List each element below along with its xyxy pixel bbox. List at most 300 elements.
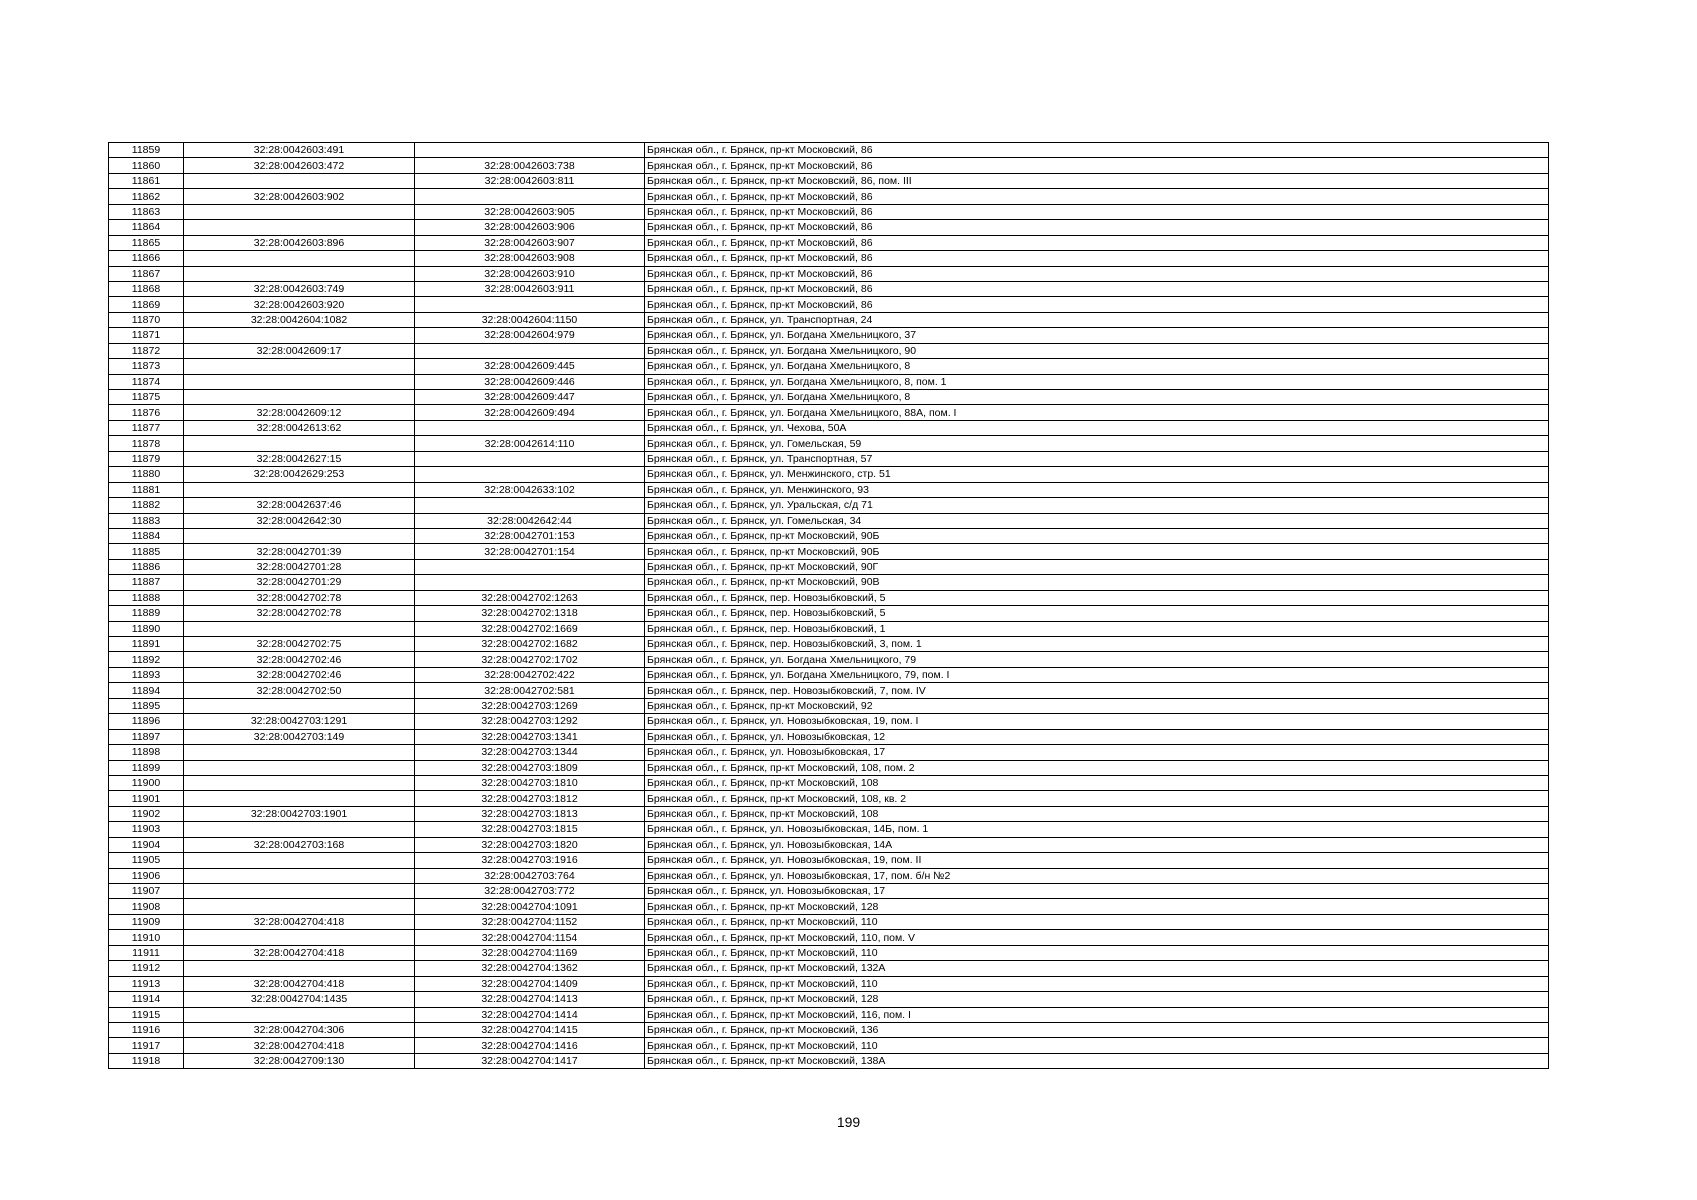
row-number-cell: 11898: [109, 745, 184, 760]
address-cell: Брянская обл., г. Брянск, пр-кт Московский, 108, кв. 2: [645, 791, 1549, 806]
land-cadastral-number-cell: 32:28:0042709:130: [184, 1053, 415, 1068]
table-row: [109, 698, 1549, 713]
land-cadastral-number-cell: 32:28:0042627:15: [184, 451, 415, 466]
row-number-cell: 11877: [109, 420, 184, 435]
table-row: [109, 575, 1549, 590]
table-row: [109, 189, 1549, 204]
object-cadastral-number-cell: 32:28:0042704:1154: [415, 930, 645, 945]
object-cadastral-number-cell: 32:28:0042603:738: [415, 158, 645, 173]
row-number-cell: 11872: [109, 343, 184, 358]
table-row: [109, 729, 1549, 744]
table-row: [109, 791, 1549, 806]
object-cadastral-number-cell: [415, 451, 645, 466]
object-cadastral-number-cell: 32:28:0042704:1415: [415, 1022, 645, 1037]
row-number-cell: 11864: [109, 220, 184, 235]
object-cadastral-number-cell: 32:28:0042603:906: [415, 220, 645, 235]
object-cadastral-number-cell: [415, 498, 645, 513]
row-number-cell: 11899: [109, 760, 184, 775]
table-row: [109, 312, 1549, 327]
address-cell: Брянская обл., г. Брянск, ул. Богдана Хмельницкого, 8: [645, 359, 1549, 374]
row-number-cell: 11916: [109, 1022, 184, 1037]
table-row: [109, 559, 1549, 574]
table-row: [109, 992, 1549, 1007]
land-cadastral-number-cell: [184, 251, 415, 266]
object-cadastral-number-cell: 32:28:0042702:1682: [415, 637, 645, 652]
land-cadastral-number-cell: 32:28:0042701:28: [184, 559, 415, 574]
row-number-cell: 11896: [109, 714, 184, 729]
table-row: [109, 158, 1549, 173]
row-number-cell: 11897: [109, 729, 184, 744]
table-row: [109, 914, 1549, 929]
table-row: [109, 436, 1549, 451]
address-cell: Брянская обл., г. Брянск, пр-кт Московский, 138А: [645, 1053, 1549, 1068]
table-row: [109, 359, 1549, 374]
object-cadastral-number-cell: 32:28:0042703:1813: [415, 806, 645, 821]
land-cadastral-number-cell: 32:28:0042702:46: [184, 652, 415, 667]
land-cadastral-number-cell: [184, 220, 415, 235]
address-cell: Брянская обл., г. Брянск, ул. Новозыбковская, 19, пом. I: [645, 714, 1549, 729]
object-cadastral-number-cell: 32:28:0042603:907: [415, 235, 645, 250]
row-number-cell: 11863: [109, 204, 184, 219]
land-cadastral-number-cell: 32:28:0042703:149: [184, 729, 415, 744]
land-cadastral-number-cell: 32:28:0042603:749: [184, 281, 415, 296]
address-cell: Брянская обл., г. Брянск, ул. Чехова, 50А: [645, 420, 1549, 435]
row-number-cell: 11911: [109, 945, 184, 960]
table-row: [109, 1022, 1549, 1037]
table-row: [109, 775, 1549, 790]
address-cell: Брянская обл., г. Брянск, ул. Новозыбковская, 17: [645, 884, 1549, 899]
address-cell: Брянская обл., г. Брянск, пр-кт Московский, 110: [645, 945, 1549, 960]
object-cadastral-number-cell: 32:28:0042604:979: [415, 328, 645, 343]
object-cadastral-number-cell: 32:28:0042703:1292: [415, 714, 645, 729]
object-cadastral-number-cell: 32:28:0042609:446: [415, 374, 645, 389]
table-row: [109, 173, 1549, 188]
land-cadastral-number-cell: 32:28:0042704:418: [184, 945, 415, 960]
table-row: [109, 420, 1549, 435]
table-row: [109, 976, 1549, 991]
land-cadastral-number-cell: [184, 390, 415, 405]
row-number-cell: 11902: [109, 806, 184, 821]
row-number-cell: 11914: [109, 992, 184, 1007]
row-number-cell: 11901: [109, 791, 184, 806]
row-number-cell: 11883: [109, 513, 184, 528]
object-cadastral-number-cell: 32:28:0042603:908: [415, 251, 645, 266]
table-row: [109, 760, 1549, 775]
address-cell: Брянская обл., г. Брянск, пр-кт Московский, 90Б: [645, 528, 1549, 543]
row-number-cell: 11859: [109, 143, 184, 158]
object-cadastral-number-cell: 32:28:0042703:764: [415, 868, 645, 883]
land-cadastral-number-cell: 32:28:0042613:62: [184, 420, 415, 435]
table-row: [109, 745, 1549, 760]
land-cadastral-number-cell: 32:28:0042603:902: [184, 189, 415, 204]
land-cadastral-number-cell: 32:28:0042704:306: [184, 1022, 415, 1037]
row-number-cell: 11888: [109, 590, 184, 605]
address-cell: Брянская обл., г. Брянск, пр-кт Московский, 110: [645, 976, 1549, 991]
row-number-cell: 11913: [109, 976, 184, 991]
row-number-cell: 11878: [109, 436, 184, 451]
object-cadastral-number-cell: 32:28:0042703:1810: [415, 775, 645, 790]
land-cadastral-number-cell: 32:28:0042704:418: [184, 1038, 415, 1053]
address-cell: Брянская обл., г. Брянск, ул. Гомельская, 34: [645, 513, 1549, 528]
land-cadastral-number-cell: 32:28:0042703:168: [184, 837, 415, 852]
table-row: [109, 251, 1549, 266]
land-cadastral-number-cell: [184, 853, 415, 868]
address-cell: Брянская обл., г. Брянск, пр-кт Московский, 110, пом. V: [645, 930, 1549, 945]
object-cadastral-number-cell: 32:28:0042603:911: [415, 281, 645, 296]
row-number-cell: 11885: [109, 544, 184, 559]
address-cell: Брянская обл., г. Брянск, пр-кт Московский, 86: [645, 251, 1549, 266]
address-cell: Брянская обл., г. Брянск, пр-кт Московский, 86: [645, 220, 1549, 235]
address-cell: Брянская обл., г. Брянск, пр-кт Московский, 116, пом. I: [645, 1007, 1549, 1022]
object-cadastral-number-cell: 32:28:0042702:1318: [415, 606, 645, 621]
table-row: [109, 884, 1549, 899]
address-cell: Брянская обл., г. Брянск, ул. Новозыбковская, 14А: [645, 837, 1549, 852]
table-row: [109, 683, 1549, 698]
land-cadastral-number-cell: [184, 482, 415, 497]
address-cell: Брянская обл., г. Брянск, пр-кт Московский, 86: [645, 204, 1549, 219]
row-number-cell: 11889: [109, 606, 184, 621]
land-cadastral-number-cell: [184, 899, 415, 914]
table-row: [109, 853, 1549, 868]
object-cadastral-number-cell: 32:28:0042703:1820: [415, 837, 645, 852]
row-number-cell: 11910: [109, 930, 184, 945]
row-number-cell: 11908: [109, 899, 184, 914]
address-cell: Брянская обл., г. Брянск, пр-кт Московский, 86: [645, 189, 1549, 204]
address-cell: Брянская обл., г. Брянск, пр-кт Московский, 86: [645, 235, 1549, 250]
row-number-cell: 11882: [109, 498, 184, 513]
object-cadastral-number-cell: 32:28:0042703:1916: [415, 853, 645, 868]
table-row: [109, 266, 1549, 281]
object-cadastral-number-cell: 32:28:0042703:1341: [415, 729, 645, 744]
row-number-cell: 11890: [109, 621, 184, 636]
table-row: [109, 498, 1549, 513]
table-row: [109, 204, 1549, 219]
address-cell: Брянская обл., г. Брянск, пер. Новозыбковский, 3, пом. 1: [645, 637, 1549, 652]
table-row: [109, 899, 1549, 914]
address-cell: Брянская обл., г. Брянск, ул. Уральская, с/д 71: [645, 498, 1549, 513]
land-cadastral-number-cell: 32:28:0042701:39: [184, 544, 415, 559]
address-cell: Брянская обл., г. Брянск, пр-кт Московский, 92: [645, 698, 1549, 713]
row-number-cell: 11875: [109, 390, 184, 405]
object-cadastral-number-cell: 32:28:0042633:102: [415, 482, 645, 497]
address-cell: Брянская обл., г. Брянск, ул. Новозыбковская, 12: [645, 729, 1549, 744]
land-cadastral-number-cell: 32:28:0042609:12: [184, 405, 415, 420]
row-number-cell: 11903: [109, 822, 184, 837]
land-cadastral-number-cell: 32:28:0042609:17: [184, 343, 415, 358]
object-cadastral-number-cell: 32:28:0042701:153: [415, 528, 645, 543]
table-row: [109, 281, 1549, 296]
row-number-cell: 11867: [109, 266, 184, 281]
register-table: [108, 142, 1549, 1069]
table-row: [109, 1038, 1549, 1053]
land-cadastral-number-cell: [184, 173, 415, 188]
table-row: [109, 667, 1549, 682]
row-number-cell: 11915: [109, 1007, 184, 1022]
row-number-cell: 11871: [109, 328, 184, 343]
table-row: [109, 590, 1549, 605]
table-row: [109, 621, 1549, 636]
table-row: [109, 1053, 1549, 1068]
address-cell: Брянская обл., г. Брянск, ул. Транспортная, 57: [645, 451, 1549, 466]
row-number-cell: 11862: [109, 189, 184, 204]
land-cadastral-number-cell: 32:28:0042604:1082: [184, 312, 415, 327]
land-cadastral-number-cell: [184, 266, 415, 281]
land-cadastral-number-cell: [184, 930, 415, 945]
land-cadastral-number-cell: 32:28:0042703:1901: [184, 806, 415, 821]
table-row: [109, 945, 1549, 960]
land-cadastral-number-cell: 32:28:0042701:29: [184, 575, 415, 590]
land-cadastral-number-cell: 32:28:0042702:50: [184, 683, 415, 698]
land-cadastral-number-cell: [184, 359, 415, 374]
land-cadastral-number-cell: [184, 760, 415, 775]
table-row: [109, 652, 1549, 667]
object-cadastral-number-cell: 32:28:0042704:1417: [415, 1053, 645, 1068]
address-cell: Брянская обл., г. Брянск, ул. Богдана Хмельницкого, 8: [645, 390, 1549, 405]
table-row: [109, 868, 1549, 883]
land-cadastral-number-cell: 32:28:0042642:30: [184, 513, 415, 528]
object-cadastral-number-cell: [415, 559, 645, 574]
register-table-body: [109, 143, 1549, 1069]
land-cadastral-number-cell: [184, 698, 415, 713]
address-cell: Брянская обл., г. Брянск, ул. Богдана Хмельницкого, 79, пом. I: [645, 667, 1549, 682]
row-number-cell: 11881: [109, 482, 184, 497]
address-cell: Брянская обл., г. Брянск, пр-кт Московский, 132А: [645, 961, 1549, 976]
row-number-cell: 11860: [109, 158, 184, 173]
land-cadastral-number-cell: [184, 791, 415, 806]
address-cell: Брянская обл., г. Брянск, ул. Богдана Хмельницкого, 79: [645, 652, 1549, 667]
row-number-cell: 11906: [109, 868, 184, 883]
table-row: [109, 930, 1549, 945]
object-cadastral-number-cell: 32:28:0042603:905: [415, 204, 645, 219]
table-row: [109, 837, 1549, 852]
row-number-cell: 11868: [109, 281, 184, 296]
land-cadastral-number-cell: 32:28:0042703:1291: [184, 714, 415, 729]
address-cell: Брянская обл., г. Брянск, пр-кт Московский, 108: [645, 775, 1549, 790]
land-cadastral-number-cell: [184, 775, 415, 790]
address-cell: Брянская обл., г. Брянск, ул. Менжинского, стр. 51: [645, 467, 1549, 482]
land-cadastral-number-cell: [184, 884, 415, 899]
land-cadastral-number-cell: [184, 822, 415, 837]
row-number-cell: 11907: [109, 884, 184, 899]
land-cadastral-number-cell: 32:28:0042637:46: [184, 498, 415, 513]
address-cell: Брянская обл., г. Брянск, ул. Новозыбковская, 17, пом. б/н №2: [645, 868, 1549, 883]
table-row: [109, 235, 1549, 250]
object-cadastral-number-cell: 32:28:0042704:1152: [415, 914, 645, 929]
address-cell: Брянская обл., г. Брянск, пр-кт Московский, 128: [645, 899, 1549, 914]
row-number-cell: 11886: [109, 559, 184, 574]
object-cadastral-number-cell: 32:28:0042702:1702: [415, 652, 645, 667]
address-cell: Брянская обл., г. Брянск, пр-кт Московский, 90Г: [645, 559, 1549, 574]
object-cadastral-number-cell: 32:28:0042703:772: [415, 884, 645, 899]
row-number-cell: 11870: [109, 312, 184, 327]
address-cell: Брянская обл., г. Брянск, пр-кт Московский, 86, пом. III: [645, 173, 1549, 188]
land-cadastral-number-cell: 32:28:0042704:1435: [184, 992, 415, 1007]
object-cadastral-number-cell: 32:28:0042703:1269: [415, 698, 645, 713]
table-row: [109, 405, 1549, 420]
address-cell: Брянская обл., г. Брянск, ул. Новозыбковская, 17: [645, 745, 1549, 760]
row-number-cell: 11869: [109, 297, 184, 312]
row-number-cell: 11861: [109, 173, 184, 188]
land-cadastral-number-cell: 32:28:0042603:472: [184, 158, 415, 173]
row-number-cell: 11884: [109, 528, 184, 543]
object-cadastral-number-cell: 32:28:0042703:1344: [415, 745, 645, 760]
address-cell: Брянская обл., г. Брянск, ул. Богдана Хмельницкого, 88А, пом. I: [645, 405, 1549, 420]
land-cadastral-number-cell: 32:28:0042704:418: [184, 914, 415, 929]
address-cell: Брянская обл., г. Брянск, ул. Новозыбковская, 19, пом. II: [645, 853, 1549, 868]
table-row: [109, 297, 1549, 312]
address-cell: Брянская обл., г. Брянск, пр-кт Московский, 110: [645, 1038, 1549, 1053]
address-cell: Брянская обл., г. Брянск, пр-кт Московский, 86: [645, 281, 1549, 296]
row-number-cell: 11893: [109, 667, 184, 682]
table-row: [109, 390, 1549, 405]
object-cadastral-number-cell: 32:28:0042702:1669: [415, 621, 645, 636]
address-cell: Брянская обл., г. Брянск, пр-кт Московский, 90Б: [645, 544, 1549, 559]
land-cadastral-number-cell: 32:28:0042702:46: [184, 667, 415, 682]
land-cadastral-number-cell: [184, 621, 415, 636]
row-number-cell: 11912: [109, 961, 184, 976]
row-number-cell: 11876: [109, 405, 184, 420]
address-cell: Брянская обл., г. Брянск, ул. Богдана Хмельницкого, 8, пом. 1: [645, 374, 1549, 389]
object-cadastral-number-cell: 32:28:0042704:1416: [415, 1038, 645, 1053]
table-row: [109, 220, 1549, 235]
object-cadastral-number-cell: 32:28:0042603:811: [415, 173, 645, 188]
object-cadastral-number-cell: 32:28:0042704:1169: [415, 945, 645, 960]
land-cadastral-number-cell: 32:28:0042629:253: [184, 467, 415, 482]
row-number-cell: 11880: [109, 467, 184, 482]
row-number-cell: 11900: [109, 775, 184, 790]
address-cell: Брянская обл., г. Брянск, ул. Богдана Хмельницкого, 37: [645, 328, 1549, 343]
table-row: [109, 544, 1549, 559]
row-number-cell: 11873: [109, 359, 184, 374]
land-cadastral-number-cell: [184, 328, 415, 343]
row-number-cell: 11895: [109, 698, 184, 713]
row-number-cell: 11909: [109, 914, 184, 929]
address-cell: Брянская обл., г. Брянск, пр-кт Московский, 110: [645, 914, 1549, 929]
address-cell: Брянская обл., г. Брянск, ул. Богдана Хмельницкого, 90: [645, 343, 1549, 358]
table-row: [109, 143, 1549, 158]
object-cadastral-number-cell: 32:28:0042609:445: [415, 359, 645, 374]
land-cadastral-number-cell: [184, 374, 415, 389]
table-row: [109, 528, 1549, 543]
land-cadastral-number-cell: 32:28:0042702:75: [184, 637, 415, 652]
object-cadastral-number-cell: [415, 575, 645, 590]
row-number-cell: 11894: [109, 683, 184, 698]
address-cell: Брянская обл., г. Брянск, пер. Новозыбковский, 1: [645, 621, 1549, 636]
address-cell: Брянская обл., г. Брянск, пр-кт Московский, 108, пом. 2: [645, 760, 1549, 775]
address-cell: Брянская обл., г. Брянск, пр-кт Московский, 86: [645, 158, 1549, 173]
object-cadastral-number-cell: [415, 467, 645, 482]
address-cell: Брянская обл., г. Брянск, пер. Новозыбковский, 5: [645, 590, 1549, 605]
object-cadastral-number-cell: 32:28:0042704:1362: [415, 961, 645, 976]
land-cadastral-number-cell: 32:28:0042603:896: [184, 235, 415, 250]
address-cell: Брянская обл., г. Брянск, ул. Новозыбковская, 14Б, пом. 1: [645, 822, 1549, 837]
object-cadastral-number-cell: [415, 343, 645, 358]
table-row: [109, 1007, 1549, 1022]
object-cadastral-number-cell: 32:28:0042642:44: [415, 513, 645, 528]
address-cell: Брянская обл., г. Брянск, пр-кт Московский, 136: [645, 1022, 1549, 1037]
land-cadastral-number-cell: [184, 961, 415, 976]
row-number-cell: 11892: [109, 652, 184, 667]
land-cadastral-number-cell: [184, 528, 415, 543]
object-cadastral-number-cell: 32:28:0042604:1150: [415, 312, 645, 327]
land-cadastral-number-cell: [184, 868, 415, 883]
row-number-cell: 11866: [109, 251, 184, 266]
row-number-cell: 11918: [109, 1053, 184, 1068]
table-row: [109, 482, 1549, 497]
row-number-cell: 11887: [109, 575, 184, 590]
address-cell: Брянская обл., г. Брянск, пр-кт Московский, 86: [645, 143, 1549, 158]
land-cadastral-number-cell: [184, 436, 415, 451]
page-number: 199: [836, 1114, 861, 1130]
object-cadastral-number-cell: 32:28:0042704:1414: [415, 1007, 645, 1022]
table-row: [109, 374, 1549, 389]
row-number-cell: 11865: [109, 235, 184, 250]
object-cadastral-number-cell: 32:28:0042609:447: [415, 390, 645, 405]
table-row: [109, 714, 1549, 729]
object-cadastral-number-cell: 32:28:0042703:1809: [415, 760, 645, 775]
object-cadastral-number-cell: [415, 189, 645, 204]
object-cadastral-number-cell: 32:28:0042702:581: [415, 683, 645, 698]
table-row: [109, 328, 1549, 343]
object-cadastral-number-cell: 32:28:0042703:1812: [415, 791, 645, 806]
table-row: [109, 822, 1549, 837]
address-cell: Брянская обл., г. Брянск, пр-кт Московский, 108: [645, 806, 1549, 821]
object-cadastral-number-cell: [415, 420, 645, 435]
row-number-cell: 11879: [109, 451, 184, 466]
address-cell: Брянская обл., г. Брянск, ул. Гомельская, 59: [645, 436, 1549, 451]
object-cadastral-number-cell: 32:28:0042702:1263: [415, 590, 645, 605]
land-cadastral-number-cell: [184, 745, 415, 760]
table-row: [109, 806, 1549, 821]
address-cell: Брянская обл., г. Брянск, пр-кт Московский, 128: [645, 992, 1549, 1007]
land-cadastral-number-cell: 32:28:0042702:78: [184, 606, 415, 621]
object-cadastral-number-cell: 32:28:0042603:910: [415, 266, 645, 281]
row-number-cell: 11905: [109, 853, 184, 868]
address-cell: Брянская обл., г. Брянск, ул. Транспортная, 24: [645, 312, 1549, 327]
object-cadastral-number-cell: 32:28:0042703:1815: [415, 822, 645, 837]
land-cadastral-number-cell: 32:28:0042702:78: [184, 590, 415, 605]
object-cadastral-number-cell: 32:28:0042614:110: [415, 436, 645, 451]
land-cadastral-number-cell: 32:28:0042603:491: [184, 143, 415, 158]
object-cadastral-number-cell: [415, 143, 645, 158]
address-cell: Брянская обл., г. Брянск, пр-кт Московский, 90В: [645, 575, 1549, 590]
object-cadastral-number-cell: [415, 297, 645, 312]
row-number-cell: 11874: [109, 374, 184, 389]
table-row: [109, 467, 1549, 482]
table-row: [109, 606, 1549, 621]
row-number-cell: 11904: [109, 837, 184, 852]
address-cell: Брянская обл., г. Брянск, пр-кт Московский, 86: [645, 266, 1549, 281]
table-row: [109, 343, 1549, 358]
address-cell: Брянская обл., г. Брянск, пер. Новозыбковский, 7, пом. IV: [645, 683, 1549, 698]
land-cadastral-number-cell: 32:28:0042704:418: [184, 976, 415, 991]
object-cadastral-number-cell: 32:28:0042704:1413: [415, 992, 645, 1007]
row-number-cell: 11917: [109, 1038, 184, 1053]
land-cadastral-number-cell: 32:28:0042603:920: [184, 297, 415, 312]
object-cadastral-number-cell: 32:28:0042609:494: [415, 405, 645, 420]
object-cadastral-number-cell: 32:28:0042704:1091: [415, 899, 645, 914]
object-cadastral-number-cell: 32:28:0042701:154: [415, 544, 645, 559]
row-number-cell: 11891: [109, 637, 184, 652]
table-row: [109, 637, 1549, 652]
object-cadastral-number-cell: 32:28:0042702:422: [415, 667, 645, 682]
land-cadastral-number-cell: [184, 204, 415, 219]
object-cadastral-number-cell: 32:28:0042704:1409: [415, 976, 645, 991]
land-cadastral-number-cell: [184, 1007, 415, 1022]
table-row: [109, 451, 1549, 466]
address-cell: Брянская обл., г. Брянск, пер. Новозыбковский, 5: [645, 606, 1549, 621]
table-row: [109, 513, 1549, 528]
